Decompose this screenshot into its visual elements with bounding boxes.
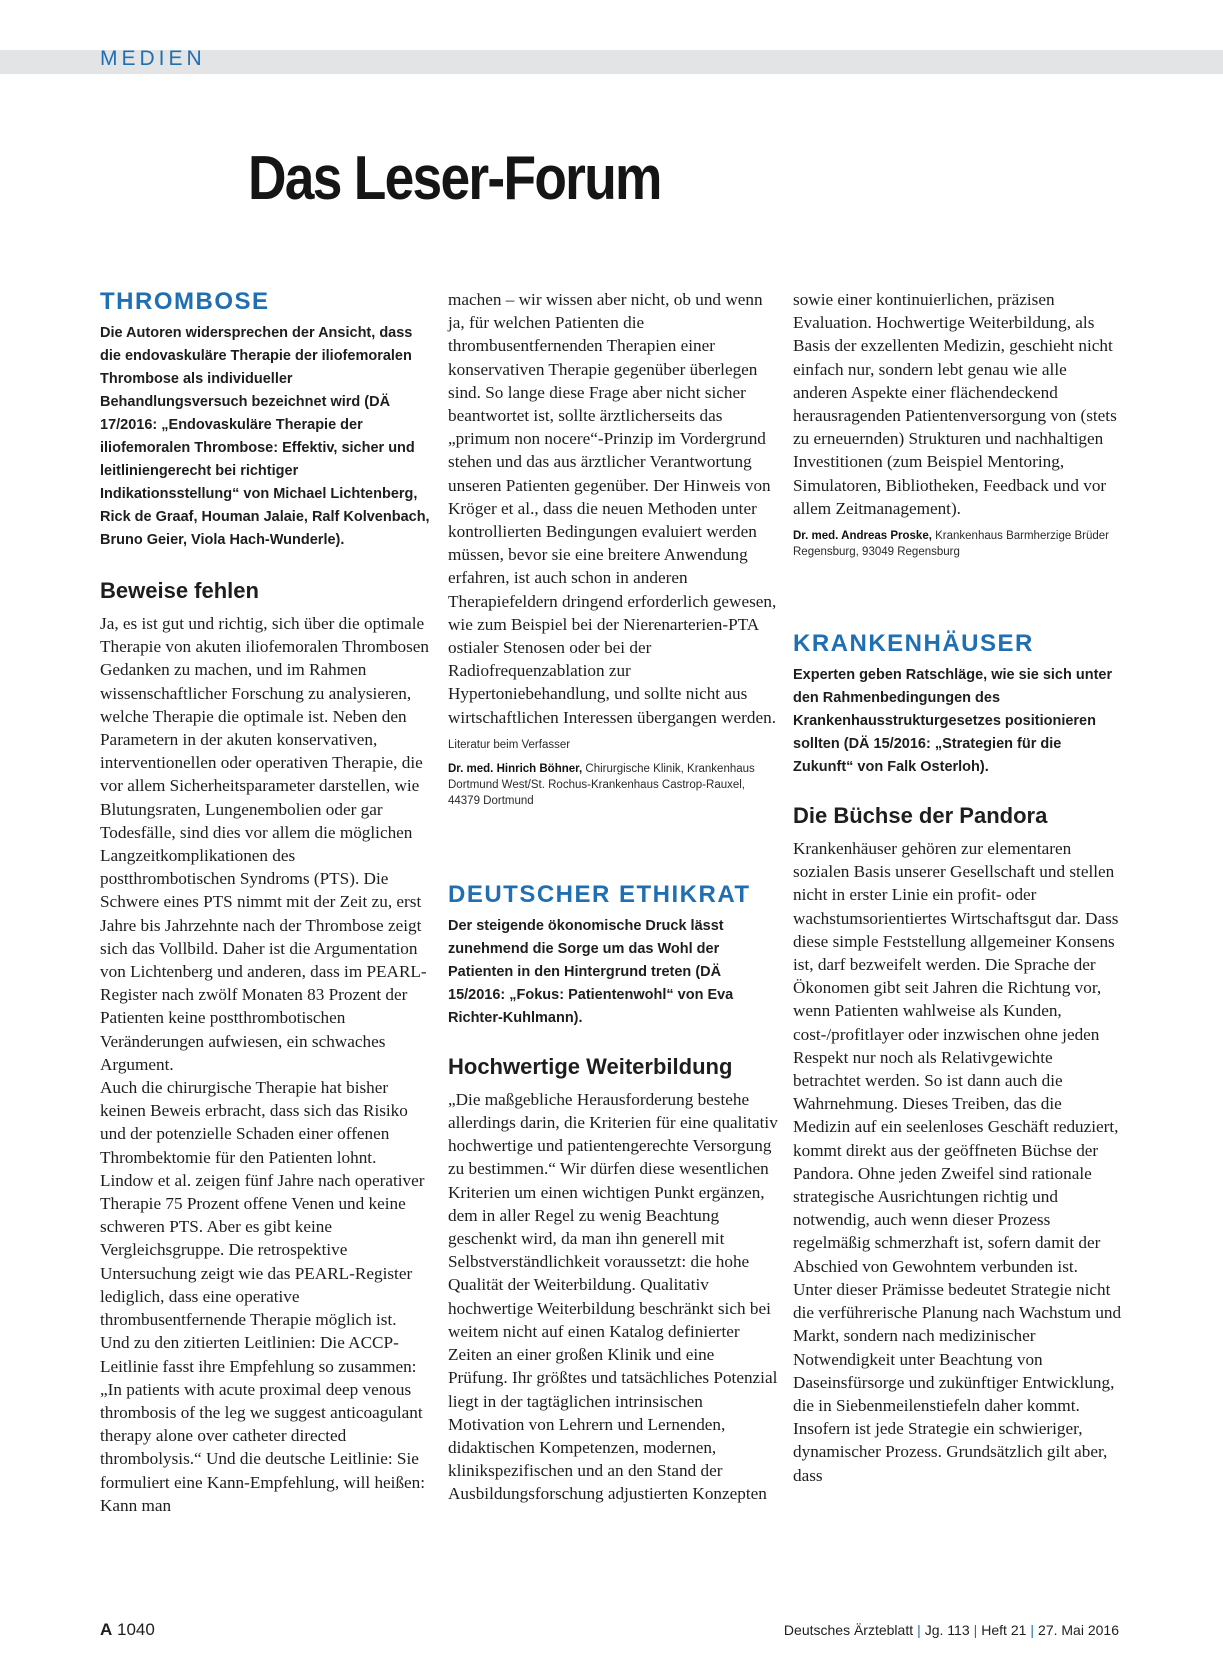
- lead-ethikrat: Der steigende ökonomische Druck lässt zunehmend die Sorge um das Wohl der Patienten in den Hintergrund treten (DÄ 15/2016: „Fokus: Patientenwohl“ von Eva Richter-Kuhlmann).: [448, 917, 734, 1026]
- journal-name: Deutsches Ärzteblatt: [783, 1622, 914, 1638]
- author-affiliation: Krankenhaus Barmherzige Brüder Regensburg, 93049 Regensburg: [793, 530, 1109, 559]
- separator: |: [973, 1622, 978, 1638]
- page-number: [100, 1620, 155, 1640]
- author-signature-boehner: [448, 761, 778, 809]
- page-title: Das Leser-Forum: [248, 144, 661, 213]
- footer-journal-info: [784, 1622, 1119, 1638]
- journal-volume: Jg. 113: [924, 1622, 970, 1638]
- lead-krankenhaeuser: Experten geben Ratschläge, wie sie sich unter den Rahmenbedingungen des Krankenhausstrukturgesetzes positionieren sollten (DÄ 15/2016: „Strategien für die Zukunft“ von Falk Osterloh).: [793, 667, 1113, 776]
- literature-note: Literatur beim Verfasser: [448, 738, 571, 751]
- column-3: [793, 288, 1123, 1487]
- author-affiliation: Chirurgische Klinik, Krankenhaus Dortmund West/St. Rochus-Krankenhaus Castrop-Rauxel, 44379 Dortmund: [448, 762, 755, 807]
- journal-issue: Heft 21: [981, 1622, 1027, 1638]
- separator: |: [1030, 1622, 1035, 1638]
- author-signature-proske: [793, 528, 1123, 560]
- section-label: MEDIEN: [100, 47, 206, 70]
- krankenhaeuser-paragraph-1: Krankenhäuser gehören zur elementaren sozialen Basis unserer Gesellschaft und stellen nicht in erster Linie ein profit- oder wachstumsorientiertes Wirtschaftsgut dar. Dass diese simple Feststellung allgemeiner Konsens ist, darf bezweifelt werden. Die Sprache der Ökonomen gibt seit Jahren die Richtung vor, wenn Patienten wahlweise als Kunden, cost-/profitlayer oder inzwischen ohne jeden Respekt nur noch als Relativgewichte betrachtet werden. So ist dann auch die Wahrnehmung. Dieses Treiben, das die Medizin auf ein seelenloses Geschäft reduziert, kommt direkt aus der geöffneten Büchse der Pandora. Ohne jeden Zweifel sind rationale strategische Ausrichtungen richtig und notwendig, auch wenn dieser Prozess regelmäßig schmerzhaft ist, sofern damit der Abschied von Gewohntem verbunden ist.: [793, 839, 1119, 1276]
- subhead-buechse-der-pandora: Die Büchse der Pandora: [793, 803, 1048, 829]
- page-number-value: 1040: [117, 1620, 155, 1639]
- page-prefix: A: [100, 1620, 113, 1639]
- thrombose-paragraph-1: Ja, es ist gut und richtig, sich über die optimale Therapie von akuten iliofemoralen Thrombosen Gedanken zu machen, und im Rahmen wissenschaftlicher Forschung zu analysieren, welche Therapie die optimale ist. Neben den Parametern in der akuten konservativen, interventionellen oder operativen Therapie, die vor allem Sicherheitsparameter darstellen, wie Blutungsraten, Lungenembolien oder gar Todesfälle, sind dies vor allem die möglichen Langzeitkomplikationen des postthrombotischen Syndroms (PTS). Die Schwere eines PTS nimmt mit der Zeit zu, erst Jahre bis Jahrzehnte nach der Thrombose zeigt sich das Vollbild. Daher ist die Argumentation von Lichtenberg und anderen, dass im PEARL-Register nach zwölf Monaten 83 Prozent der Patienten keine postthrombotischen Veränderungen aufwiesen, ein schwaches Argument.: [100, 614, 430, 1074]
- krankenhaeuser-paragraph-2: Unter dieser Prämisse bedeutet Strategie nicht die verführerische Planung nach Wachstum und Markt, sondern nach medizinischer Notwendigkeit unter Beachtung von Daseinsfürsorge und zukünftiger Entwicklung, die in Siebenmeilenstiefeln daher kommt. Insofern ist jede Strategie ein schwieriger, dynamischer Prozess. Grundsätzlich gilt aber, dass: [793, 1279, 1122, 1485]
- subhead-beweise-fehlen: Beweise fehlen: [100, 578, 259, 603]
- rubric-deutscher-ethikrat: DEUTSCHER ETHIKRAT: [448, 880, 751, 908]
- journal-date: 27. Mai 2016: [1038, 1622, 1119, 1638]
- ethikrat-paragraph-2: sowie einer kontinuierlichen, präzisen Evaluation. Hochwertige Weiterbildung, als Basis der exzellenten Medizin, geschieht nicht einfach nur, sondern lebt genau wie alle anderen Aspekte einer flächendeckend herausragenden Patientenversorgung von (stets zu erneuernden) Strukturen und nachhaltigen Investitionen (zum Beispiel Mentoring, Simulatoren, Bibliotheken, Feedback und vor allem Zeitmanagement).: [793, 290, 1117, 518]
- separator: |: [917, 1622, 921, 1638]
- author-name: Dr. med. Andreas Proske,: [793, 530, 932, 543]
- thrombose-paragraph-4: machen – wir wissen aber nicht, ob und wenn ja, für welchen Patienten die thrombusentfernenden Therapien einer konservativen Therapie gegenüber überlegen sind. So lange diese Frage aber nicht sicher beantwortet ist, sollte ärztlicherseits das „primum non nocere“-Prinzip im Vordergrund stehen und das aus ärztlicher Verantwortung unseren Patienten gegenüber. Der Hinweis von Kröger et al., dass die neuen Methoden unter kontrollierten Bedingungen evaluiert werden müssen, bevor sie eine breitere Anwendung erfahren, ist auch schon in anderen Therapiefeldern dringend erforderlich gewesen, wie zum Beispiel bei der Nierenarterien-PTA ostialer Stenosen oder bei der Radiofrequenzablation zur Hypertoniebehandlung, und sollte nicht aus wirtschaftlichen Interessen übergangen werden.: [448, 290, 777, 727]
- rubric-krankenhaeuser: KRANKENHÄUSER: [793, 630, 1034, 658]
- subhead-hochwertige-weiterbildung: Hochwertige Weiterbildung: [448, 1053, 733, 1079]
- column-2: [448, 288, 778, 1506]
- lead-thrombose: Die Autoren widersprechen der Ansicht, dass die endovaskuläre Therapie der iliofemoralen Thrombose als individueller Behandlungsversuch bezeichnet wird (DÄ 17/2016: „Endovaskuläre Therapie der iliofemoralen Thrombose: Effektiv, sicher und leitliniengerecht bei richtiger Indikationsstellung“ von Michael Lichtenberg, Rick de Graaf, Houman Jalaie, Ralf Kolvenbach, Bruno Geier, Viola Hach-Wunderle).: [100, 325, 430, 548]
- column-1: [100, 288, 430, 1517]
- thrombose-paragraph-3: Und zu den zitierten Leitlinien: Die ACCP-Leitlinie fasst ihre Empfehlung so zusammen: „In patients with acute proximal deep venous thrombosis of the leg we suggest anticoagulant therapy alone over catheter directed thrombolysis.“ Und die deutsche Leitlinie: Sie formuliert eine Kann-Empfehlung, will heißen: Kann man: [100, 1333, 426, 1515]
- ethikrat-paragraph-1: „Die maßgebliche Herausforderung bestehe allerdings darin, die Kriterien für eine qualitativ hochwertige und patientengerechte Versorgung zu bestimmen.“ Wir dürfen diese wesentlichen Kriterien um einen wichtigen Punkt ergänzen, dem in aller Regel zu wenig Beachtung geschenkt wird, da man ihn generell mit Selbstverständlichkeit voraussetzt: die hohe Qualität der Weiterbildung. Qualitativ hochwertige Weiterbildung beschränkt sich bei weitem nicht auf einen Katalog definierter Zeiten an einer großen Klinik und eine Prüfung. Ihr größtes und tatsächliches Potenzial liegt in der tagtäglichen intrinsischen Motivation von Lehrern und Lernenden, didaktischen Kompetenzen, modernen, klinikspezifischen und an den Stand der Ausbildungsforschung adjustierten Konzepten: [448, 1089, 778, 1504]
- rubric-thrombose: THROMBOSE: [100, 288, 270, 315]
- thrombose-paragraph-2: Auch die chirurgische Therapie hat bisher keinen Beweis erbracht, dass sich das Risiko und der potenzielle Schaden einer offenen Thrombektomie für den Patienten lohnt. Lindow et al. zeigen fünf Jahre nach operativer Therapie 75 Prozent offene Venen und keine schweren PTS. Aber es gibt keine Vergleichsgruppe. Die retrospektive Untersuchung zeigt wie das PEARL-Register lediglich, dass eine operative thrombusentfernende Therapie möglich ist.: [100, 1078, 425, 1330]
- author-name: Dr. med. Hinrich Böhner,: [448, 762, 583, 775]
